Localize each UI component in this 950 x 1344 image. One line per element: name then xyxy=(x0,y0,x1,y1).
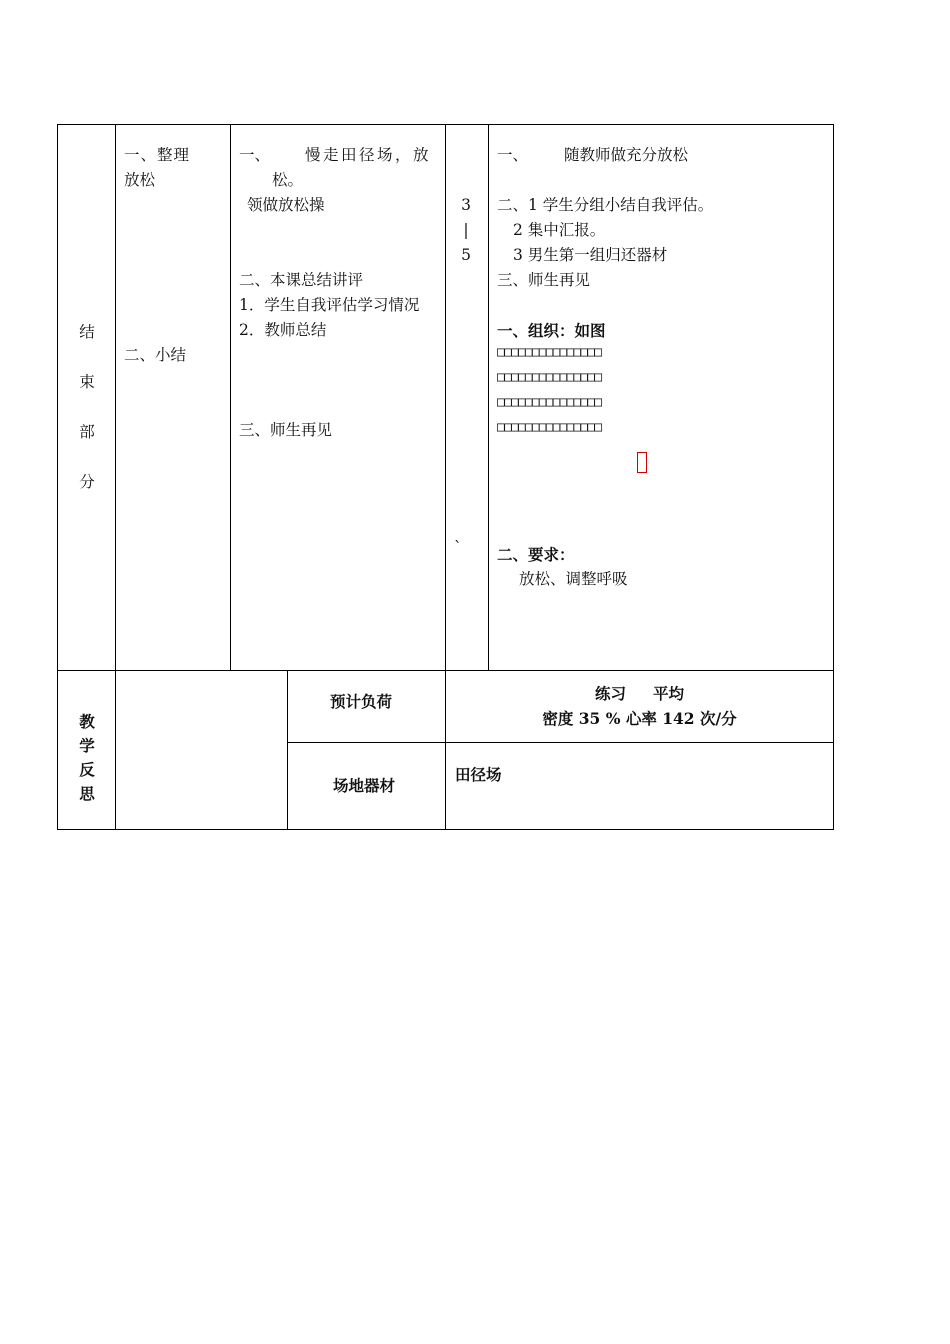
content-item1-continued: 松。 xyxy=(272,171,304,189)
reflection-label xyxy=(77,710,97,806)
time-duration xyxy=(456,193,476,268)
content-item6: 三、师生再见 xyxy=(239,421,333,439)
reflection-char: 教 xyxy=(79,712,95,731)
requirement-text: 放松、调整呼吸 xyxy=(519,570,628,588)
reflection-char: 反 xyxy=(79,760,95,779)
phase-step1-line1: 一、整理 xyxy=(124,146,191,164)
time-char: 5 xyxy=(461,246,471,264)
formation-diagram xyxy=(497,340,601,440)
section-label xyxy=(77,307,97,507)
section-label-char: 束 xyxy=(79,373,95,391)
org-title: 一、组织：如图 xyxy=(497,321,606,340)
reflection-char: 思 xyxy=(79,784,95,803)
content-item5: 2．教师总结 xyxy=(239,321,327,339)
content-item3: 二、本课总结讲评 xyxy=(239,271,364,289)
formation-row: □□□□□□□□□□□□□□□ xyxy=(497,394,601,410)
venue-label: 场地器材 xyxy=(333,776,396,795)
formation-row: □□□□□□□□□□□□□□□ xyxy=(497,344,601,360)
requirement-title: 二、要求： xyxy=(497,545,575,564)
phase-step1-line2: 放松 xyxy=(124,171,156,189)
load-label: 预计负荷 xyxy=(330,692,393,711)
time-mark: ` xyxy=(454,539,462,557)
phase-step2: 二、小结 xyxy=(124,346,187,364)
org-item5: 三、师生再见 xyxy=(497,271,591,289)
org-item1-text: 随教师做充分放松 xyxy=(564,146,689,164)
org-item3: 2 集中汇报。 xyxy=(513,221,606,239)
time-char: 3 xyxy=(461,196,471,214)
content-item1-text: 慢走田径场，放 xyxy=(305,146,432,164)
reflection-char: 学 xyxy=(79,736,95,755)
content-item4: 1．学生自我评估学习情况 xyxy=(239,296,420,314)
org-item4: 3 男生第一组归还器材 xyxy=(513,246,668,264)
section-label-char: 部 xyxy=(79,423,95,441)
org-item2: 二、1 学生分组小结自我评估。 xyxy=(497,196,714,214)
time-char: | xyxy=(463,221,469,239)
formation-row: □□□□□□□□□□□□□□□ xyxy=(497,419,601,435)
teacher-position-marker xyxy=(637,452,647,473)
formation-row: □□□□□□□□□□□□□□□ xyxy=(497,369,601,385)
org-item1-number: 一、 xyxy=(497,146,529,164)
section-label-char: 分 xyxy=(79,473,95,491)
content-item1-number: 一、 xyxy=(239,146,271,164)
load-line1: 练习 平均 xyxy=(595,684,684,703)
section-label-char: 结 xyxy=(79,323,95,341)
venue-value: 田径场 xyxy=(455,765,502,784)
content-item2: 领做放松操 xyxy=(247,196,325,214)
load-line2: 密度 35 % 心率 142 次/分 xyxy=(542,709,737,728)
